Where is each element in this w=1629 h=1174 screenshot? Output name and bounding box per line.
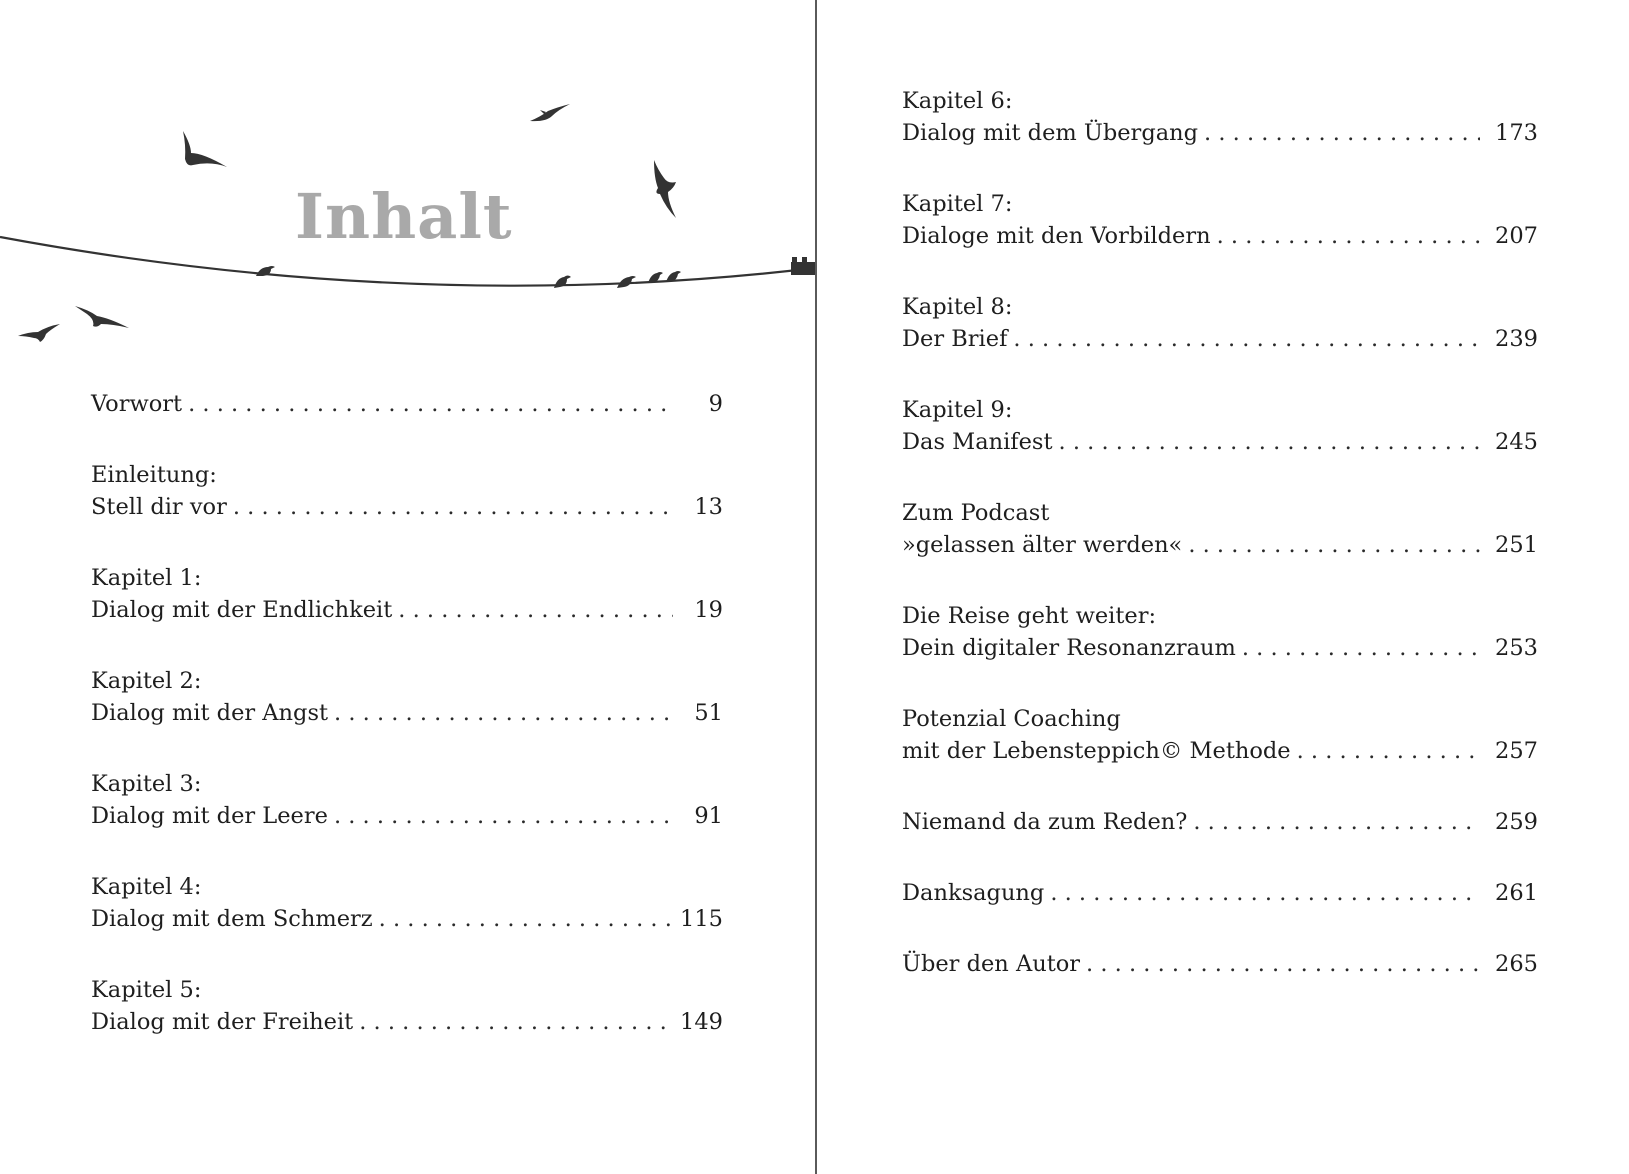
flying-bird-icon xyxy=(75,306,129,328)
toc-entry[interactable] xyxy=(902,703,1538,767)
toc-entry[interactable] xyxy=(91,871,723,935)
toc-entry-heading: Einleitung: xyxy=(91,462,217,488)
toc-entry-heading: Kapitel 7: xyxy=(902,191,1013,217)
toc-left-column xyxy=(91,388,723,1077)
toc-entry-heading: Kapitel 3: xyxy=(91,771,202,797)
toc-page-number: 261 xyxy=(1495,880,1538,906)
toc-entry-title: Dialoge mit den Vorbildern xyxy=(902,223,1211,249)
toc-page-number: 149 xyxy=(680,1009,723,1035)
toc-entry-title: Niemand da zum Reden? xyxy=(902,809,1188,835)
dot-leader xyxy=(334,697,673,729)
dot-leader xyxy=(1188,529,1480,561)
toc-page-number: 9 xyxy=(708,391,723,417)
toc-entry[interactable] xyxy=(902,948,1538,980)
flying-bird-icon xyxy=(18,324,60,342)
toc-entry[interactable] xyxy=(902,291,1538,355)
toc-entry-title: Dialog mit dem Schmerz xyxy=(91,906,373,932)
dot-leader xyxy=(1059,426,1480,458)
toc-entry[interactable] xyxy=(91,459,723,523)
dot-leader xyxy=(1217,220,1480,252)
toc-entry-heading: Kapitel 6: xyxy=(902,88,1013,114)
toc-page-number: 251 xyxy=(1495,532,1538,558)
toc-entry-title: Dein digitaler Resonanzraum xyxy=(902,635,1236,661)
toc-page-number: 245 xyxy=(1495,429,1538,455)
toc-entry-title: Das Manifest xyxy=(902,429,1053,455)
dot-leader xyxy=(1086,948,1480,980)
dot-leader xyxy=(334,800,673,832)
page-title: Inhalt xyxy=(295,180,513,253)
toc-entry[interactable] xyxy=(91,974,723,1038)
toc-entry-title: Stell dir vor xyxy=(91,494,227,520)
toc-entry[interactable] xyxy=(902,85,1538,149)
toc-right-column xyxy=(902,85,1538,1019)
toc-entry[interactable] xyxy=(902,600,1538,664)
toc-entry[interactable] xyxy=(902,877,1538,909)
dot-leader xyxy=(233,491,673,523)
toc-entry-title: Dialog mit dem Übergang xyxy=(902,120,1199,146)
toc-entry-heading: Kapitel 2: xyxy=(91,668,202,694)
toc-entry-title: »gelassen älter werden« xyxy=(902,532,1183,558)
toc-page-number: 115 xyxy=(680,906,723,932)
flying-bird-icon xyxy=(654,160,676,218)
toc-entry[interactable] xyxy=(91,768,723,832)
toc-page-number: 257 xyxy=(1495,738,1538,764)
toc-entry[interactable] xyxy=(902,188,1538,252)
toc-page-number: 19 xyxy=(694,597,723,623)
toc-page-number: 259 xyxy=(1495,809,1538,835)
dot-leader xyxy=(1050,877,1480,909)
toc-entry-title: Vorwort xyxy=(91,391,183,417)
toc-page-number: 265 xyxy=(1495,951,1538,977)
dot-leader xyxy=(1242,632,1480,664)
toc-entry-heading: Kapitel 5: xyxy=(91,977,202,1003)
toc-entry-heading: Kapitel 4: xyxy=(91,874,202,900)
toc-entry[interactable] xyxy=(91,665,723,729)
dot-leader xyxy=(1297,735,1480,767)
toc-entry-heading: Kapitel 9: xyxy=(902,397,1013,423)
toc-entry-heading: Potenzial Coaching xyxy=(902,706,1121,732)
toc-entry-title: Dialog mit der Angst xyxy=(91,700,329,726)
toc-page-number: 173 xyxy=(1495,120,1538,146)
toc-entry[interactable] xyxy=(902,806,1538,838)
dot-leader xyxy=(1204,117,1480,149)
dot-leader xyxy=(1193,806,1480,838)
toc-entry[interactable] xyxy=(902,394,1538,458)
toc-page-number: 13 xyxy=(694,494,723,520)
toc-entry-heading: Kapitel 8: xyxy=(902,294,1013,320)
toc-page-number: 239 xyxy=(1495,326,1538,352)
dot-leader xyxy=(359,1006,673,1038)
dot-leader xyxy=(1013,323,1480,355)
dot-leader xyxy=(188,388,673,420)
toc-entry-title: Dialog mit der Freiheit xyxy=(91,1009,354,1035)
wire-post-icon xyxy=(791,262,815,275)
flying-bird-icon xyxy=(530,104,570,121)
toc-entry[interactable] xyxy=(91,388,723,420)
flying-bird-icon xyxy=(183,131,227,167)
toc-entry[interactable] xyxy=(902,497,1538,561)
toc-entry-title: Danksagung xyxy=(902,880,1045,906)
toc-entry-heading: Kapitel 1: xyxy=(91,565,202,591)
dot-leader xyxy=(398,594,673,626)
dot-leader xyxy=(379,903,673,935)
toc-page-number: 91 xyxy=(694,803,723,829)
toc-entry-title: mit der Lebensteppich© Methode xyxy=(902,738,1291,764)
page-gutter-divider xyxy=(815,0,817,1174)
toc-page-number: 253 xyxy=(1495,635,1538,661)
toc-entry-title: Dialog mit der Leere xyxy=(91,803,328,829)
toc-page-number: 51 xyxy=(694,700,723,726)
toc-page-number: 207 xyxy=(1495,223,1538,249)
toc-entry-title: Dialog mit der Endlichkeit xyxy=(91,597,393,623)
toc-entry-heading: Zum Podcast xyxy=(902,500,1050,526)
toc-entry-title: Über den Autor xyxy=(902,951,1081,977)
toc-entry[interactable] xyxy=(91,562,723,626)
toc-entry-heading: Die Reise geht weiter: xyxy=(902,603,1157,629)
toc-entry-title: Der Brief xyxy=(902,326,1008,352)
